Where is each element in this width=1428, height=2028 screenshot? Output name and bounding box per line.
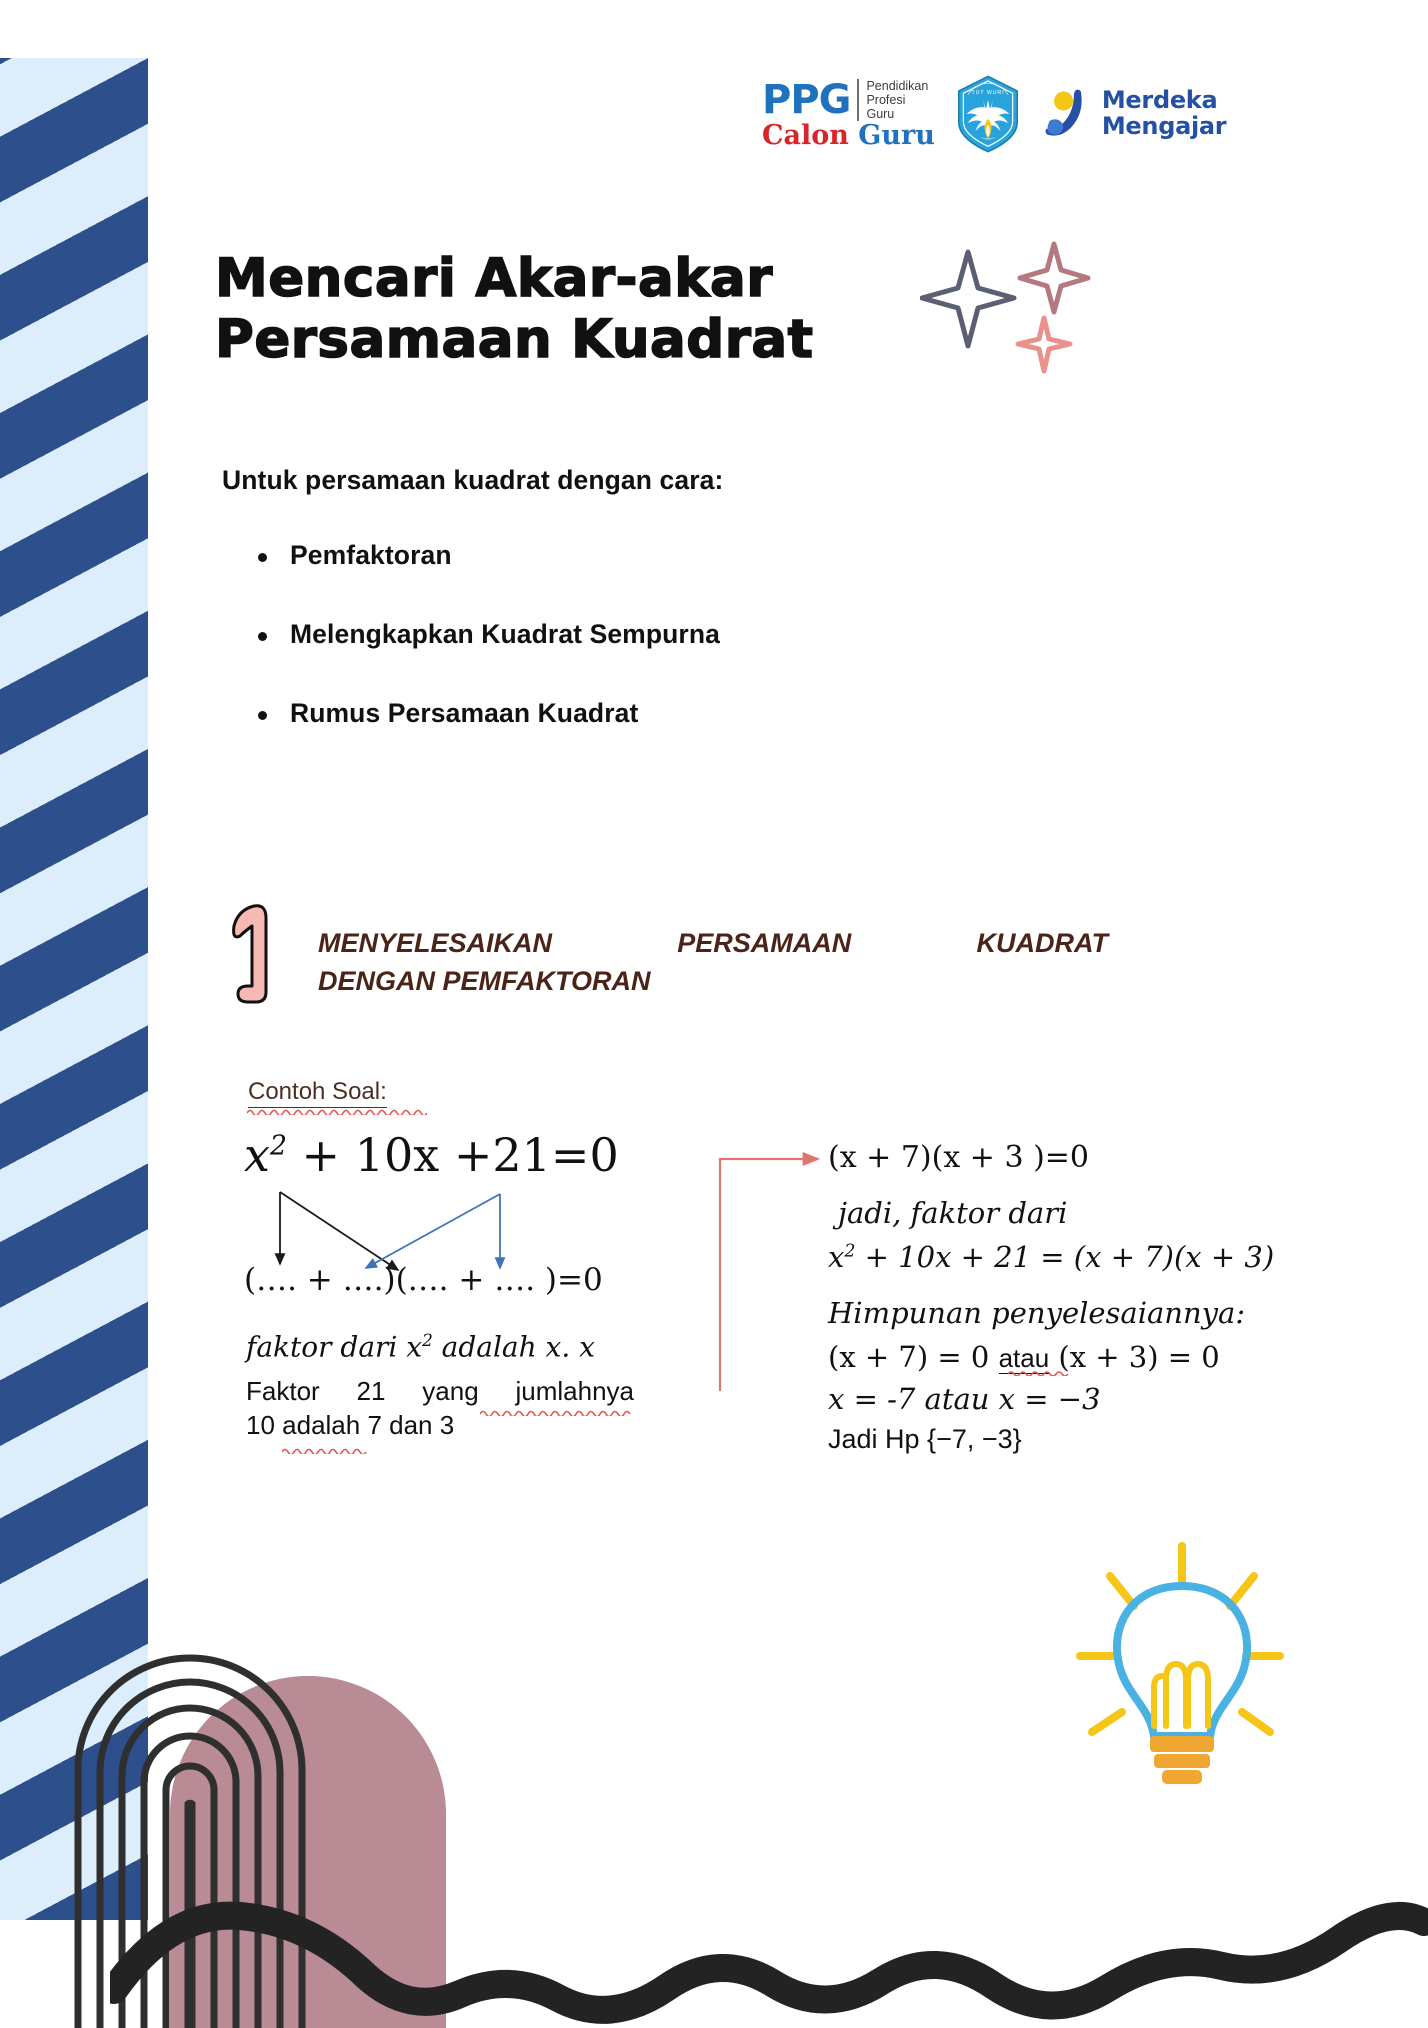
note-factor-21-line-1: Faktor 21 yang jumlahnya [246, 1376, 634, 1406]
lightbulb-base-ring-1-icon [1150, 1736, 1214, 1752]
ppg-subtitle-line-1: Pendidikan [866, 79, 929, 93]
stripe-top-mask [0, 0, 148, 58]
svg-text:TUT WURI: TUT WURI [971, 90, 1005, 96]
list-item: Melengkapkan Kuadrat Sempurna [250, 619, 1010, 650]
main-equation-variable: x [244, 1128, 270, 1182]
section-heading-line-2: DENGAN PEMFAKTORAN [318, 966, 651, 997]
solution-solution-set: Jadi Hp {−7, −3} [828, 1424, 1022, 1454]
ppg-logo-top [762, 79, 935, 121]
page-title-line-2: Persamaan Kuadrat [215, 309, 814, 371]
lightbulb-base-ring-2-icon [1154, 1754, 1210, 1768]
calon-guru-wordmark [762, 122, 935, 149]
note-factor-pre: faktor dari x [246, 1330, 423, 1364]
page-title-line-1: Mencari Akar-akar [215, 248, 773, 309]
method-list [250, 540, 1010, 777]
solution-expanded-identity [828, 1240, 1274, 1274]
section-heading [318, 924, 1108, 1001]
solution-expanded-sup: 2 [844, 1241, 856, 1262]
sparkle-star-medium-icon [1020, 244, 1088, 312]
merdeka-mengajar-mark-icon [1041, 86, 1093, 142]
note-factor-21-line-2: 10 adalah 7 dan 3 [246, 1410, 455, 1441]
intro-lead-text: Untuk persamaan kuadrat dengan cara: [222, 465, 724, 495]
mengajar-text: Mengajar [1101, 112, 1227, 140]
main-equation-exponent: 2 [269, 1130, 287, 1162]
blank-factored-equation: (…. + ….)(…. + …. )=0 [244, 1262, 603, 1298]
merdeka-mengajar-wordmark [1102, 88, 1226, 140]
page-title [215, 248, 855, 371]
solution-root-values: x = -7 atau x = −3 [828, 1382, 1101, 1416]
ppg-subtitle-line-2: Profesi [866, 93, 906, 107]
lightbulb-filament-icon [1154, 1664, 1208, 1726]
merdeka-mengajar-logo [1041, 86, 1226, 142]
solution-jadi-label: jadi, faktor dari [838, 1196, 1068, 1230]
spellcheck-squiggle-4-icon [1008, 1370, 1072, 1376]
note-factor-sup: 2 [422, 1330, 433, 1350]
header-logo-row [762, 72, 1226, 156]
spellcheck-squiggle-1-icon [247, 1108, 427, 1115]
lightbulb-illustration-icon [1070, 1540, 1290, 1820]
ppg-logo [762, 79, 935, 149]
solution-root-b: (x + 3) = 0 [1049, 1340, 1220, 1374]
sparkle-star-small-icon [1018, 318, 1070, 371]
arrow-const-cross-icon [366, 1194, 500, 1268]
solution-connector-arrow [718, 1145, 828, 1395]
main-equation [244, 1128, 619, 1182]
solution-root-conjunction: atau [998, 1343, 1050, 1373]
black-wavy-line-decoration [110, 1790, 1428, 2028]
ppg-subtitle-line-3: Guru [866, 107, 895, 121]
ppg-wordmark: PPG [762, 77, 851, 123]
solution-expanded-post: + 10x + 21 = (x + 7)(x + 3) [855, 1240, 1275, 1274]
main-equation-rest: + 10x +21=0 [286, 1128, 619, 1182]
section-number-badge [222, 900, 292, 1010]
solution-root-equations [828, 1340, 1220, 1374]
spellcheck-squiggle-2-icon [480, 1409, 632, 1416]
tut-wuri-handayani-emblem-icon [949, 74, 1027, 154]
note-factor-x2 [246, 1330, 595, 1363]
guru-text: Guru [858, 120, 935, 151]
spellcheck-squiggle-3-icon [282, 1447, 370, 1454]
ppg-subtitle [857, 79, 928, 121]
list-item: Pemfaktoran [250, 540, 1010, 571]
arrow-x2-cross-icon [280, 1192, 398, 1270]
solution-expanded-pre: x [828, 1240, 845, 1274]
solution-factored-equation: (x + 7)(x + 3 )=0 [828, 1140, 1090, 1175]
merdeka-text: Merdeka [1101, 86, 1218, 115]
sparkle-decoration [920, 240, 1110, 380]
list-item: Rumus Persamaan Kuadrat [250, 698, 1010, 729]
lightbulb-base-tip-icon [1162, 1770, 1202, 1784]
note-factor-post: adalah x. x [432, 1330, 595, 1364]
contoh-soal-label: Contoh Soal: [248, 1078, 387, 1108]
calon-text: Calon [762, 120, 849, 151]
sparkle-star-large-icon [922, 252, 1014, 346]
solution-himpunan-label: Himpunan penyelesaiannya: [828, 1296, 1246, 1330]
solution-root-a: (x + 7) = 0 [828, 1340, 999, 1374]
section-heading-line-1: MENYELESAIKAN PERSAMAAN KUADRAT [318, 928, 1108, 958]
